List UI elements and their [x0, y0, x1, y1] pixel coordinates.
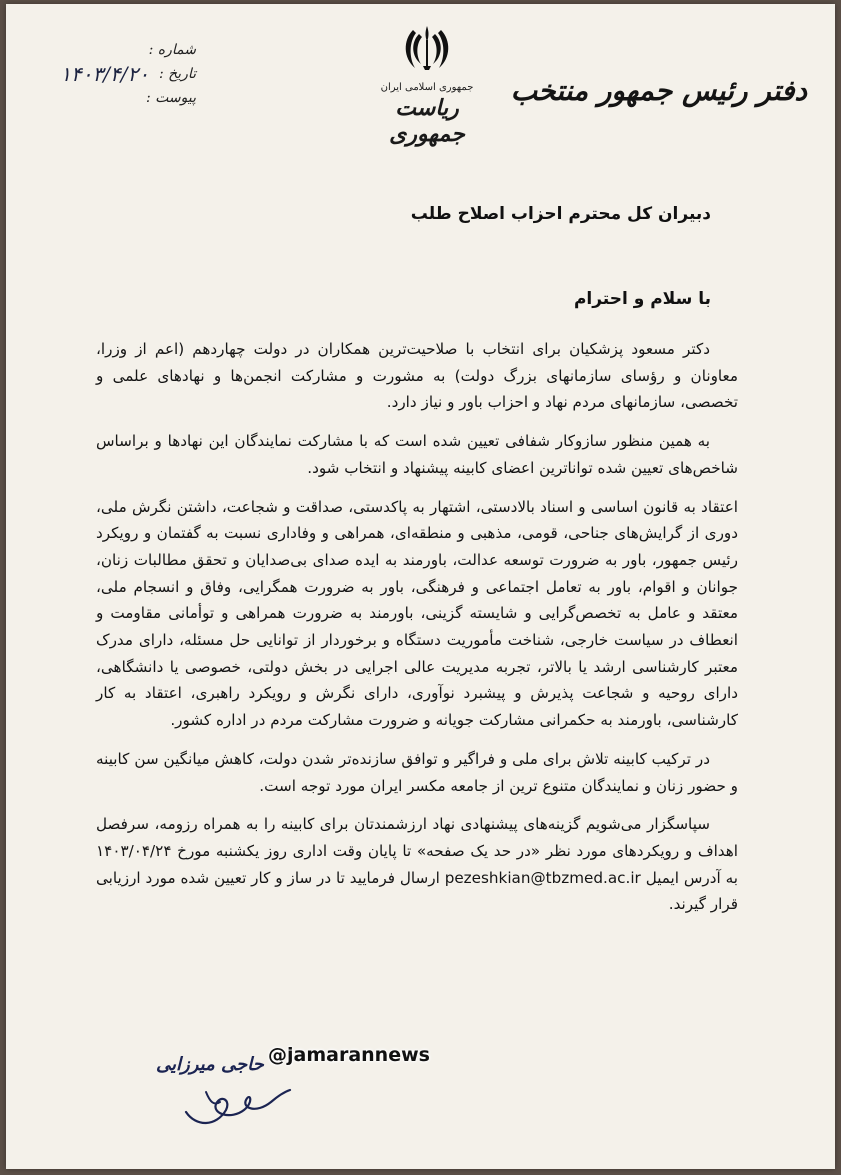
number-field: [36, 38, 196, 62]
presidency-name: ریاست جمهوری: [389, 95, 465, 147]
iran-emblem-icon: [401, 22, 453, 74]
signatory-name: حاجی میرزایی: [156, 1054, 264, 1075]
greeting-line: با سلام و احترام: [573, 289, 711, 309]
paragraph-mechanism: به همین منظور سازوکار شفافی تعیین شده است که با مشارکت نمایندگان این نهادها و براساس شاخص‌های تعیین شده تواناترین اعضای کابینه پیشنهاد و انتخاب شود.: [96, 432, 738, 477]
attachment-label: پیوست :: [146, 90, 196, 106]
attachment-field: [36, 86, 196, 110]
email-address: pezeshkian@tbzmed.ac.ir: [444, 868, 641, 887]
handwritten-signature-icon: [176, 1072, 296, 1132]
date-label: تاریخ :: [158, 66, 196, 82]
letter-body: [96, 336, 738, 930]
date-field: [36, 62, 196, 86]
news-watermark: @jamarannews: [268, 1044, 430, 1066]
letter-page: [6, 4, 835, 1169]
paragraph-intro: دکتر مسعود پزشکیان برای انتخاب با صلاحیت‌ترین همکاران در دولت چهاردهم (اعم از وزرا، معاونان و رؤسای سازمانهای بزرگ دولت) به مشورت و مشارکت انجمن‌ها و نهادهای علمی و تخصصی، سازمانهای مردم نهاد و احزاب باور و نیاز دارد.: [96, 340, 738, 412]
office-title: دفتر رئیس جمهور منتخب: [510, 74, 807, 107]
number-label: شماره :: [148, 42, 196, 58]
paragraph-composition: در ترکیب کابینه تلاش برای ملی و فراگیر و توافق سازنده‌تر شدن دولت، کاهش میانگین سن کابینه و حضور زنان و نمایندگان متنوع ترین از جامعه مکسر ایران مورد توجه است.: [96, 749, 738, 795]
recipient-line: دبیران کل محترم احزاب اصلاح طلب: [410, 204, 711, 224]
letter-meta-fields: [36, 38, 196, 110]
date-value: ۱۴۰۳/۴/۲۰: [60, 62, 149, 86]
closing-text-start: سپاسگزار می‌شویم گزینه‌های پیشنهادی نهاد ارزشمندتان برای کابینه را به همراه رزومه، سرفصل اهداف و رویکردهای مورد نظر «در حد یک صفحه» تا پایان وقت اداری روز یکشنبه مورخ ۱۴۰۳/۰۴/۲۴ به آدرس ایمیل: [96, 815, 738, 887]
letterhead-emblem: [362, 22, 492, 147]
paragraph-closing: [96, 811, 738, 918]
paragraph-criteria: اعتقاد به قانون اساسی و اسناد بالادستی، اشتهار به پاکدستی، صداقت و شجاعت، داشتن نگرش ملی، دوری از گرایش‌های جناحی، قومی، مذهبی و منطقه‌ای، همراهی و وفاداری نسبت به گفتمان و رویکرد رئیس جمهور، باور به ضرورت توسعه عدالت، باورمند به ایده صدای بی‌صدایان و تحقق مطالبات زنان، جوانان و اقوام، باور به تعامل اجتماعی و فرهنگی، باور به ضرورت همگرایی، وفاق و انسجام ملی، معتقد و عامل به تخصص‌گرایی و شایسته گزینی، باورمند به ضرورت همراهی و توأمانی مقاومت و انعطاف در سیاست خارجی، شناخت مأموریت دستگاه و برخوردار از توانایی حل مسئله، دارای مدرک معتبر کارشناسی ارشد یا بالاتر، تجربه مدیریت عالی اجرایی در بخش دولتی، خصوصی یا دانشگاهی، دارای روحیه و شجاعت پذیرش و پیشبرد نوآوری، دارای نگرش و رویکرد راهبری، اعتقاد به کار کارشناسی، باورمند به حکمرانی مشارکت جویانه و ضرورت مشارکت مردم در اداره کشور.: [96, 497, 738, 730]
country-name: جمهوری اسلامی ایران: [380, 82, 474, 93]
closing-text-end: ارسال فرمایید تا در ساز و کار تعیین شده مورد ارزیابی قرار گیرند.: [96, 868, 738, 914]
